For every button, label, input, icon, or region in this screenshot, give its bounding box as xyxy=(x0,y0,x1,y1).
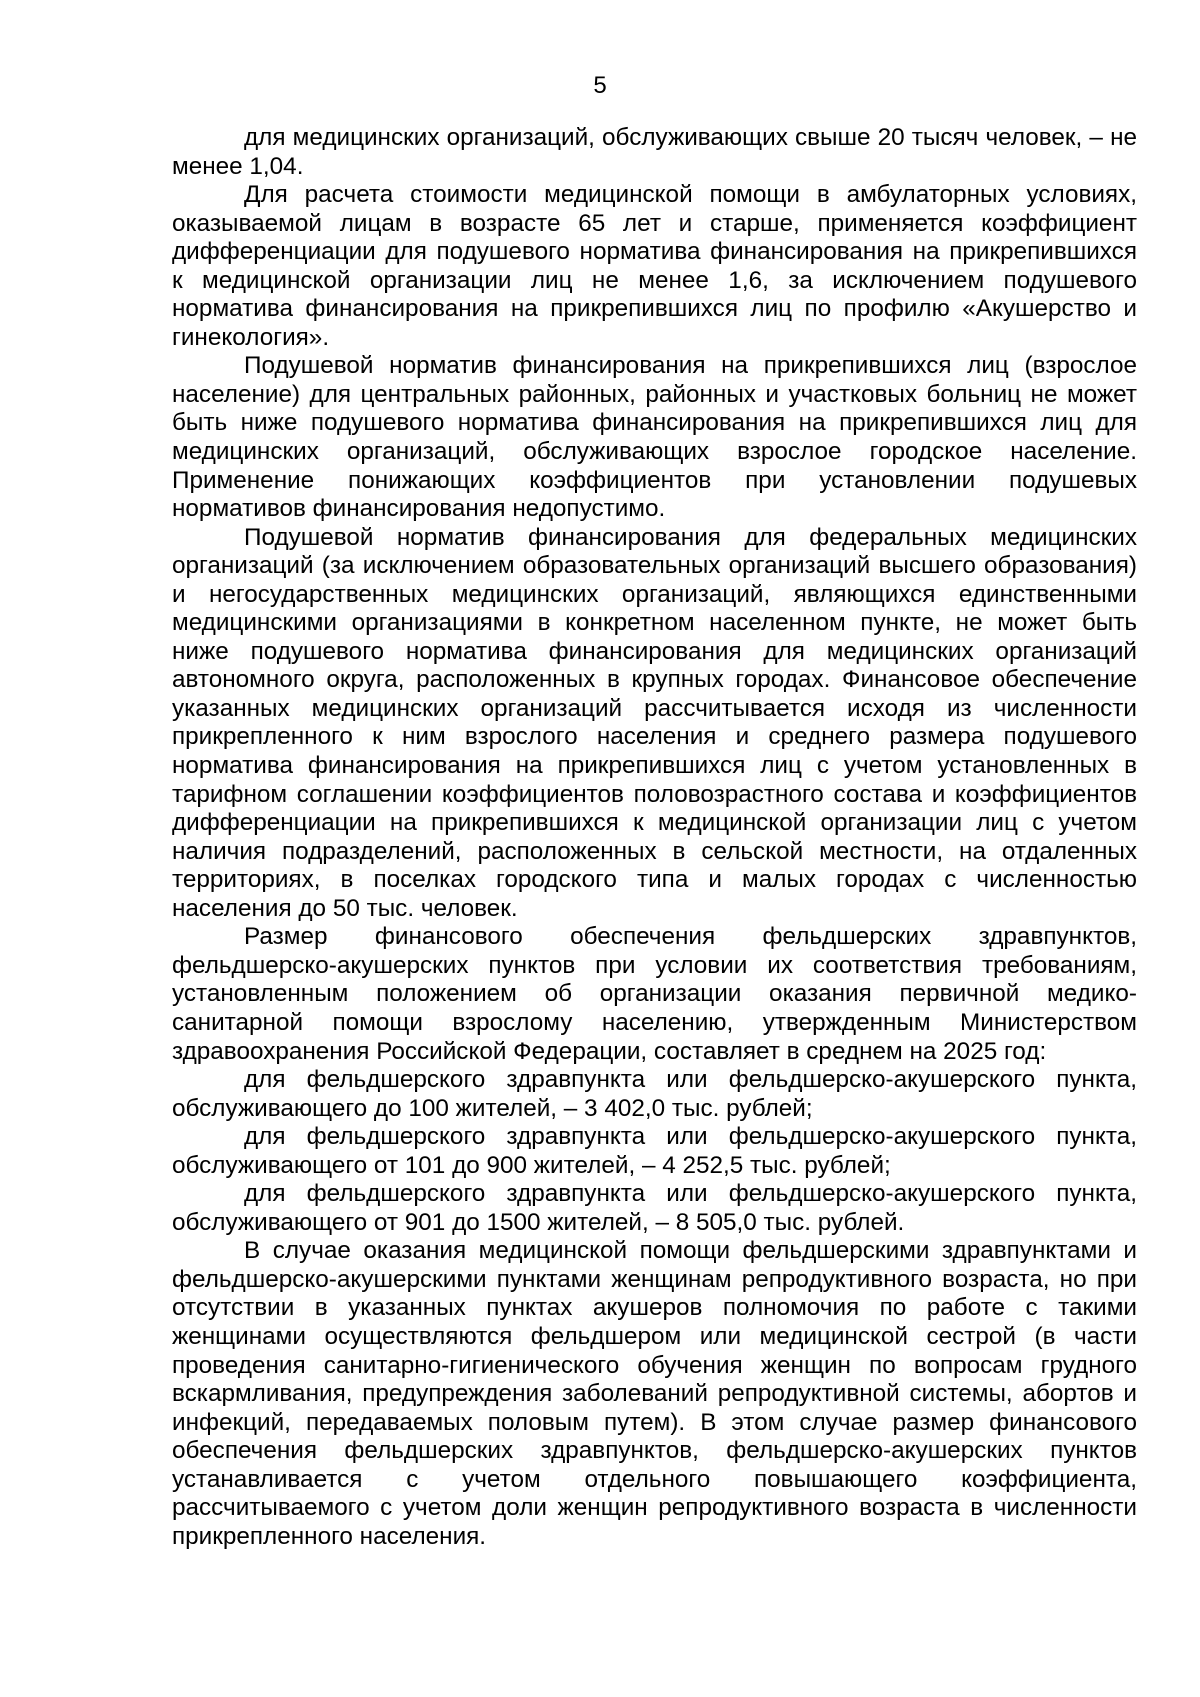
document-body xyxy=(172,124,1137,1551)
paragraph-adult-population-norm: Подушевой норматив финансирования на прикрепившихся лиц (взрослое население) для центральных районных, районных и участковых больниц не может быть ниже подушевого норматива финансирования на прикрепившихся лиц для медицинских организаций, обслуживающих взрослое городское население. Применение понижающих коэффициентов при установлении подушевых нормативов финансирования недопустимо. xyxy=(172,352,1137,523)
page-number: 5 xyxy=(593,72,607,99)
paragraph-federal-organizations: Подушевой норматив финансирования для федеральных медицинских организаций (за исключением образовательных организаций высшего образования) и негосударственных медицинских организаций, являющихся единственными медицинскими организациями в конкретном населенном пункте, не может быть ниже подушевого норматива финансирования для медицинских организаций автономного округа, расположенных в крупных городах. Финансовое обеспечение указанных медицинских организаций рассчитывается исходя из численности прикрепленного к ним взрослого населения и среднего размера подушевого норматива финансирования на прикрепившихся лиц с учетом установленных в тарифном соглашении коэффициентов половозрастного состава и коэффициентов дифференциации на прикрепившихся к медицинской организации лиц с учетом наличия подразделений, расположенных в сельской местности, на отдаленных территориях, в поселках городского типа и малых городах с численностью населения до 50 тыс. человек. xyxy=(172,523,1137,922)
paragraph-threshold-20k: для медицинских организаций, обслуживающих свыше 20 тысяч человек, – не менее 1,04. xyxy=(172,124,1137,180)
paragraph-fap-901-1500: для фельдшерского здравпункта или фельдшерско-акушерского пункта, обслуживающего от 901 до 1500 жителей, – 8 505,0 тыс. рублей. xyxy=(172,1180,1137,1236)
paragraph-age-65-coefficient: Для расчета стоимости медицинской помощи в амбулаторных условиях, оказываемой лицам в возрасте 65 лет и старше, применяется коэффициент дифференциации для подушевого норматива финансирования на прикрепившихся к медицинской организации лиц не менее 1,6, за исключением подушевого норматива финансирования на прикрепившихся лиц по профилю «Акушерство и гинекология». xyxy=(172,181,1137,351)
paragraph-fap-up-to-100: для фельдшерского здравпункта или фельдшерско-акушерского пункта, обслуживающего до 100 жителей, – 3 402,0 тыс. рублей; xyxy=(172,1066,1137,1122)
paragraph-fap-funding-intro: Размер финансового обеспечения фельдшерских здравпунктов, фельдшерско-акушерских пунктов при условии их соответствия требованиям, установленным положением об организации оказания первичной медико-санитарной помощи взрослому населению, утвержденным Министерством здравоохранения Российской Федерации, составляет в среднем на 2025 год: xyxy=(172,923,1137,1065)
paragraph-fap-101-900: для фельдшерского здравпункта или фельдшерско-акушерского пункта, обслуживающего от 101 до 900 жителей, – 4 252,5 тыс. рублей; xyxy=(172,1123,1137,1179)
paragraph-reproductive-age-women: В случае оказания медицинской помощи фельдшерскими здравпунктами и фельдшерско-акушерскими пунктами женщинам репродуктивного возраста, но при отсутствии в указанных пунктах акушеров полномочия по работе с такими женщинами осуществляются фельдшером или медицинской сестрой (в части проведения санитарно-гигиенического обучения женщин по вопросам грудного вскармливания, предупреждения заболеваний репродуктивной системы, абортов и инфекций, передаваемых половым путем). В этом случае размер финансового обеспечения фельдшерских здравпунктов, фельдшерско-акушерских пунктов устанавливается с учетом отдельного повышающего коэффициента, рассчитываемого с учетом доли женщин репродуктивного возраста в численности прикрепленного населения. xyxy=(172,1237,1137,1550)
